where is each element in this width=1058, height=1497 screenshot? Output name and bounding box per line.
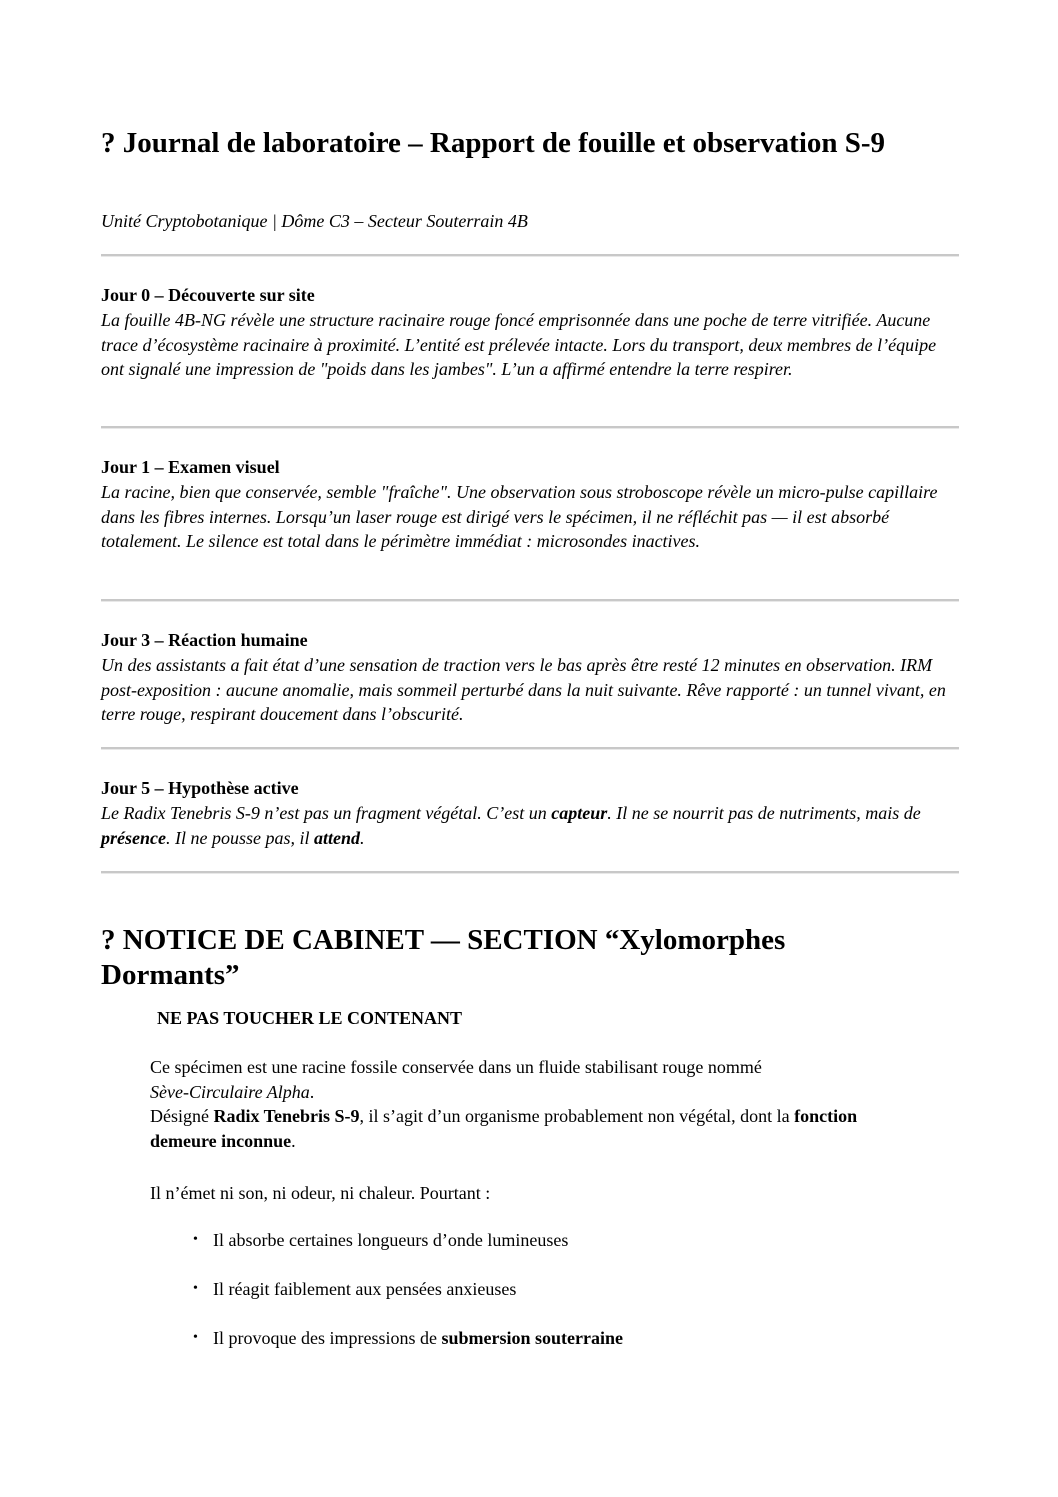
emphasis-capteur: capteur [551,803,608,823]
entry-text: Un des assistants a fait état d’une sensation de traction vers le bas après être resté 12 minutes en observation. IRM post-exposition : aucune anomalie, mais sommeil perturbé dans la nuit suivante. Rêve rapporté : un tunnel vivant, en terre rouge, respirant doucement dans l’obscurité. [101,655,946,724]
notice-warning: NE PAS TOUCHER LE CONTENANT [157,1008,463,1028]
submersion-emphasis: submersion souterraine [441,1328,623,1348]
list-item: • Il réagit faiblement aux pensées anxieuses [193,1279,517,1299]
separator [101,426,959,429]
list-item: • Il provoque des impressions de submersion souterraine [193,1328,623,1348]
emphasis-attend: attend [313,827,360,848]
entry-text: La racine, bien que conservée, semble "fraîche". Une observation sous stroboscope révèle un micro-pulse capillaire dans les fibres internes. Lorsqu’un laser rouge est dirigé vers le spécimen, il ne réfléchit pas — il est absorbé totalement. Le silence est total dans le périmètre immédiat : microsondes inactives. [101,482,938,551]
entry-heading: Jour 1 – Examen visuel [101,457,280,477]
notice-paragraph-2: Il n’émet ni son, ni odeur, ni chaleur. Pourtant : [150,1183,491,1203]
journal-subtitle: Unité Cryptobotanique | Dôme C3 – Secteur Souterrain 4B [101,211,528,231]
emphasis-presence: présence [101,827,166,848]
notice-title: ? NOTICE DE CABINET — SECTION “Xylomorphes Dormants” [101,924,786,991]
bullet-icon: • [193,1232,198,1247]
separator [101,599,959,602]
notice-description [150,1055,910,1153]
bullet-icon: • [193,1330,198,1345]
entry-heading: Jour 3 – Réaction humaine [101,630,308,650]
journal-entry-day-0 [101,283,961,382]
entry-heading: Jour 5 – Hypothèse active [101,778,299,798]
bullet-icon: • [193,1281,198,1296]
separator [101,871,959,874]
separator [101,254,959,257]
list-item: • Il absorbe certaines longueurs d’onde lumineuses [193,1230,569,1250]
entry-heading: Jour 0 – Découverte sur site [101,285,315,305]
function-unknown: fonction demeure inconnue [150,1106,858,1151]
entry-text: La fouille 4B-NG révèle une structure racinaire rouge foncé emprisonnée dans une poche de terre vitrifiée. Aucune trace d’écosystème racinaire à proximité. L’entité est prélevée intacte. Lors du transport, deux membres de l’équipe ont signalé une impression de "poids dans les jambes". L’un a affirmé entendre la terre respirer. [101,310,937,379]
specimen-name: Radix Tenebris S-9 [213,1106,360,1126]
separator [101,747,959,750]
notice-header [101,923,961,993]
notice-paragraph-1: Ce spécimen est une racine fossile conservée dans un fluide stabilisant rouge nommé Sève-Circulaire Alpha. Désigné Radix Tenebris S-9, il s’agit d’un organisme probablement non végétal, dont la fonction demeure inconnue. [150,1057,858,1151]
journal-entry-day-3 [101,628,961,727]
journal-entry-day-1 [101,455,961,554]
journal-header [101,126,961,161]
properties-list [193,1229,913,1349]
fluid-name: Sève-Circulaire Alpha [150,1081,310,1102]
journal-entry-day-5 [101,776,961,850]
entry-text: Le Radix Tenebris S-9 n’est pas un fragment végétal. C’est un capteur. Il ne se nourrit pas de nutriments, mais de présence. Il ne pousse pas, il attend. [101,803,921,848]
journal-title: ? Journal de laboratoire – Rapport de fouille et observation S-9 [101,127,886,159]
properties-list-wrap [193,1229,913,1349]
